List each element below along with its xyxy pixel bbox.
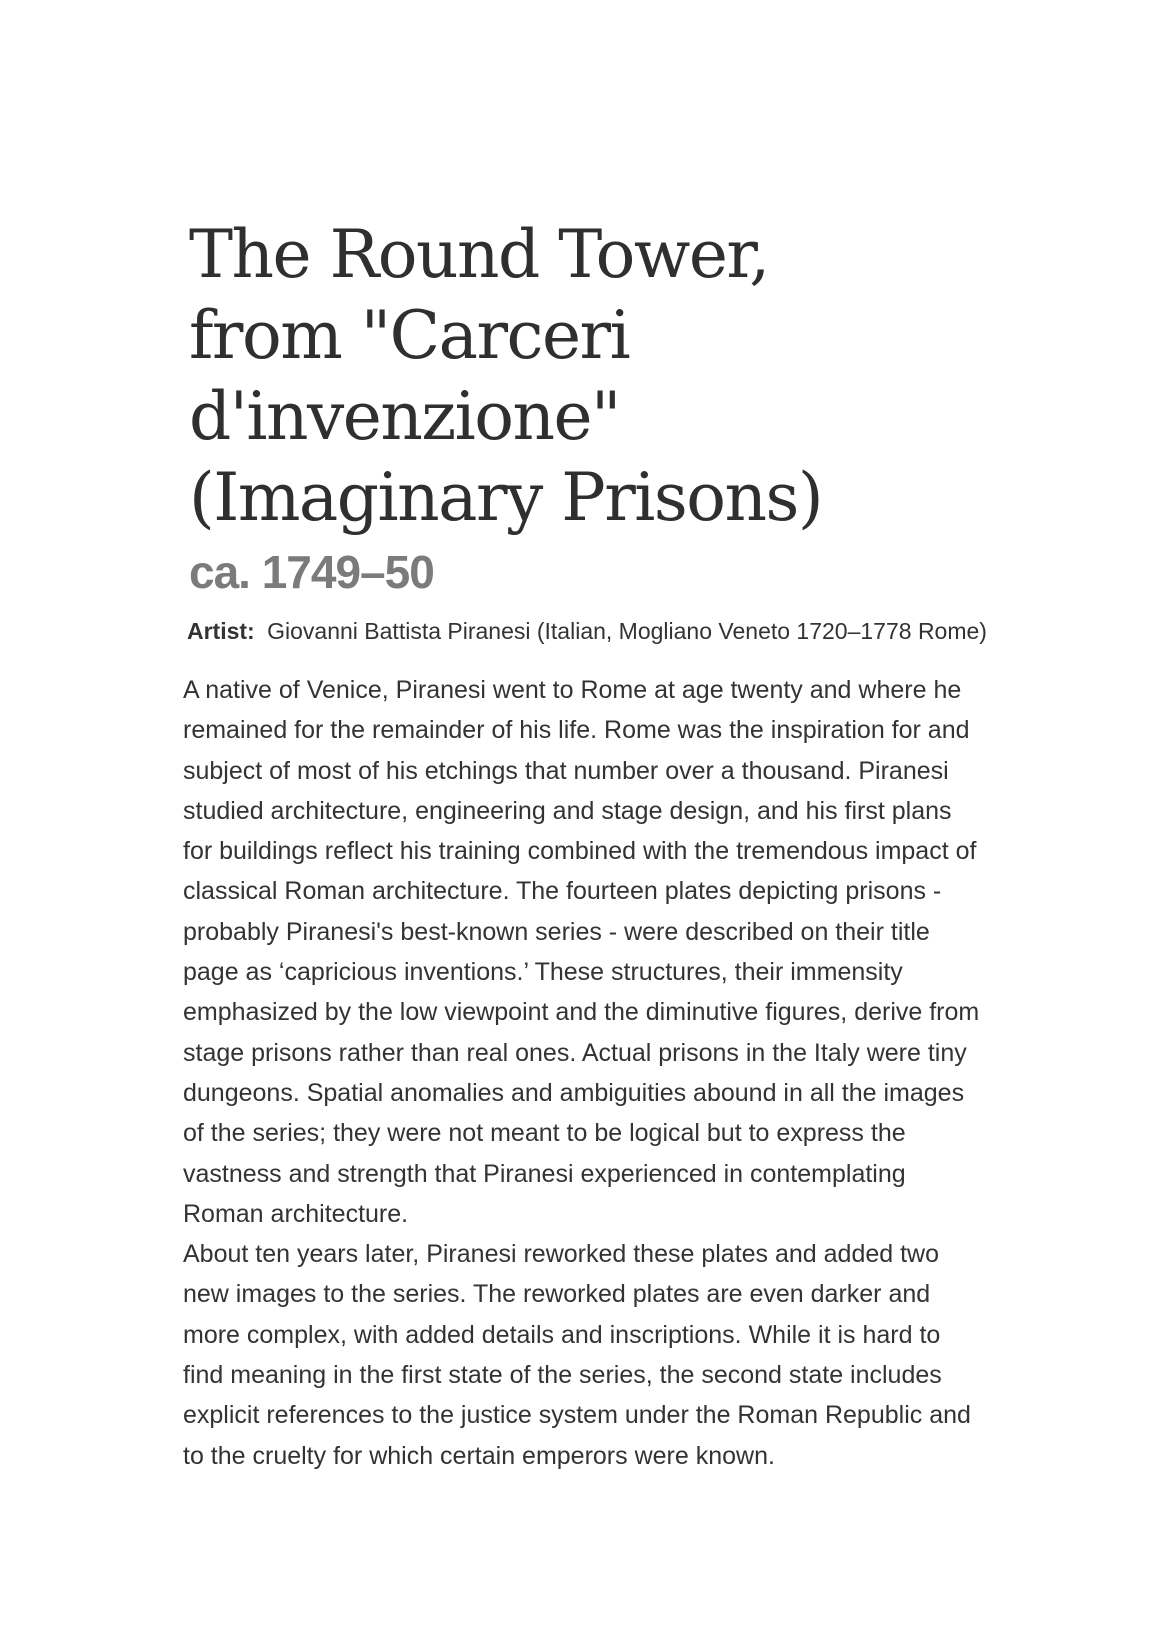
- artwork-details: [183, 214, 1003, 1476]
- artist-value: Giovanni Battista Piranesi (Italian, Mogliano Veneto 1720–1778 Rome): [267, 618, 987, 644]
- artwork-date: ca. 1749–50: [189, 546, 434, 598]
- artist-label: Artist:: [187, 618, 255, 644]
- description-paragraph-2: About ten years later, Piranesi reworked these plates and added two new images to the series. The reworked plates are even darker and more complex, with added details and inscriptions. While it is hard to find meaning in the first state of the series, the second state includes explicit references to the justice system under the Roman Republic and to the cruelty for which certain emperors were known.: [183, 1240, 971, 1470]
- artist-line: [187, 616, 1003, 646]
- description-text: [183, 670, 983, 1476]
- description-paragraph-1: A native of Venice, Piranesi went to Rome at age twenty and where he remained for the remainder of his life. Rome was the inspiration for and subject of most of his etchings that number over a thousand. Piranesi studied architecture, engineering and stage design, and his first plans for buildings reflect his training combined with the tremendous impact of classical Roman architecture. The fourteen plates depicting prisons - probably Piranesi's best-known series - were described on their title page as ‘capricious inventions.’ These structures, their immensity emphasized by the low viewpoint and the diminutive figures, derive from stage prisons rather than real ones. Actual prisons in the Italy were tiny dungeons. Spatial anomalies and ambiguities abound in all the images of the series; they were not meant to be logical but to express the vastness and strength that Piranesi experienced in contemplating Roman architecture.: [183, 676, 980, 1228]
- artwork-title: The Round Tower, from "Carceri d'invenzione" (Imaginary Prisons): [189, 216, 823, 536]
